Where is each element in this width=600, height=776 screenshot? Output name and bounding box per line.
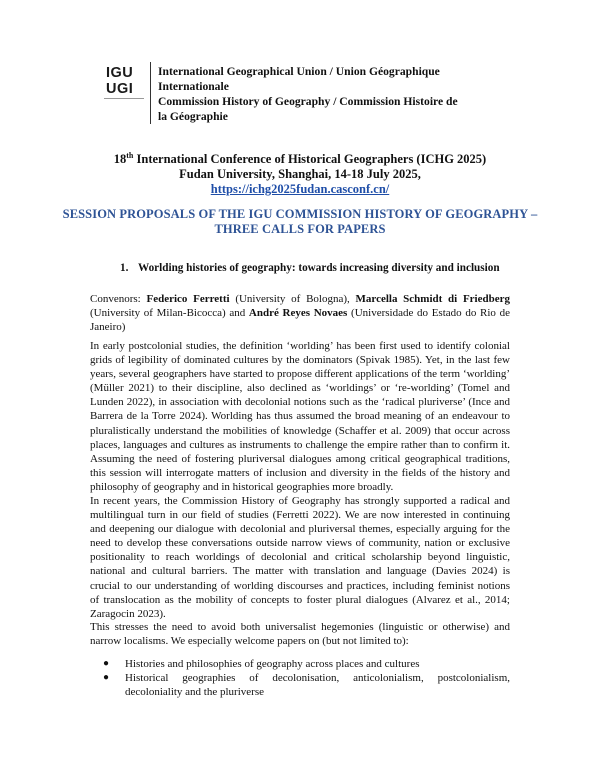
session-title: SESSION PROPOSALS OF THE IGU COMMISSION HISTORY OF GEOGRAPHY – THREE CALLS FOR PAPERS: [62, 207, 538, 236]
bullet-icon: ●: [103, 672, 110, 684]
list-item: ● Historical geographies of decolonisation, anticolonialism, postcolonialism, decoloniality and the pluriverse: [103, 672, 510, 699]
topic-list: [90, 657, 510, 699]
bullet-icon: ●: [103, 658, 110, 669]
header-divider: [150, 62, 151, 124]
body-paragraph: In recent years, the Commission History of Geography has strongly supported a radical and multilingual turn in our field of studies (Ferretti 2022). We are now interested in continuing and deepening our dialogue with decolonial and pluriversal themes, especially arguing for the need to develop these conversations outside narrow views of community, nation or exclusive positionality to reach worldings of decolonial and critical scholarship beyond linguistic, national and cultural barriers. The matter with translation and language (Davies 2024) is crucial to our understanding of worlding discourses and practices, including feminist notions of translocation as the mobility of concepts to foster plural dialogues (Alvarez et al., 2014; Zaragocin 2023).: [90, 495, 510, 620]
conference-link[interactable]: https://ichg2025fudan.casconf.cn/: [210, 182, 390, 196]
igu-logo: [104, 62, 146, 122]
conference-title: 18th International Conference of Historical Geographers (ICHG 2025): [113, 150, 487, 166]
igu-logo-text: IGU UGI: [106, 65, 134, 97]
convenors-paragraph: Convenors: Federico Ferretti (University of Bologna), Marcella Schmidt di Friedberg (University of Milan-Bicocca) and André Reyes Novaes (Universidade do Estado do Rio de Janeiro): [90, 293, 510, 334]
body-paragraph: In early postcolonial studies, the definition ‘worlding’ has been first used to identify colonial grids of legibility of dominated cultures by the dominators (Spivak 1985). Yet, in the last few years, several geographers have started to propose different applications of the term ‘worlding’ (Müller 2021) to their discipline, also declined as ‘worldings’ or ‘re-worlding’ (Tomel and Lunden 2022), in association with decolonial notions such as the ‘radical pluriverse’ (Ince and Barrera de la Torre 2024). Worlding has thus assumed the broad meaning of an endeavour to pluralistically understand the mobilities of knowledge (Schaffer et al. 2009) that occur across places, languages and cultures as instruments to challenge the empire rather than to confirm it. Assuming the need of fostering pluriversal dialogues among critical geographical traditions, this session will interrogate matters of inclusion and diversity in the fields of the history and philosophy of geography and in historical geographies more broadly.: [90, 340, 510, 493]
conference-info: [0, 152, 600, 197]
body-paragraph: This stresses the need to avoid both universalist hegemonies (linguistic or otherwise) and narrow localisms. We especially welcome papers on (but not limited to):: [90, 621, 510, 648]
conference-location: Fudan University, Shanghai, 14-18 July 2025,: [179, 167, 421, 181]
section-heading: 1. Worlding histories of geography: towards increasing diversity and inclusion: [120, 262, 500, 274]
logo-underline: [104, 98, 144, 99]
letterhead: [104, 62, 504, 128]
organization-name: International Geographical Union / Union Géographique Internationale Commission History of Geography / Commission Histoire de la Géographie: [158, 65, 458, 123]
list-item: ● Histories and philosophies of geography across places and cultures: [103, 658, 420, 670]
